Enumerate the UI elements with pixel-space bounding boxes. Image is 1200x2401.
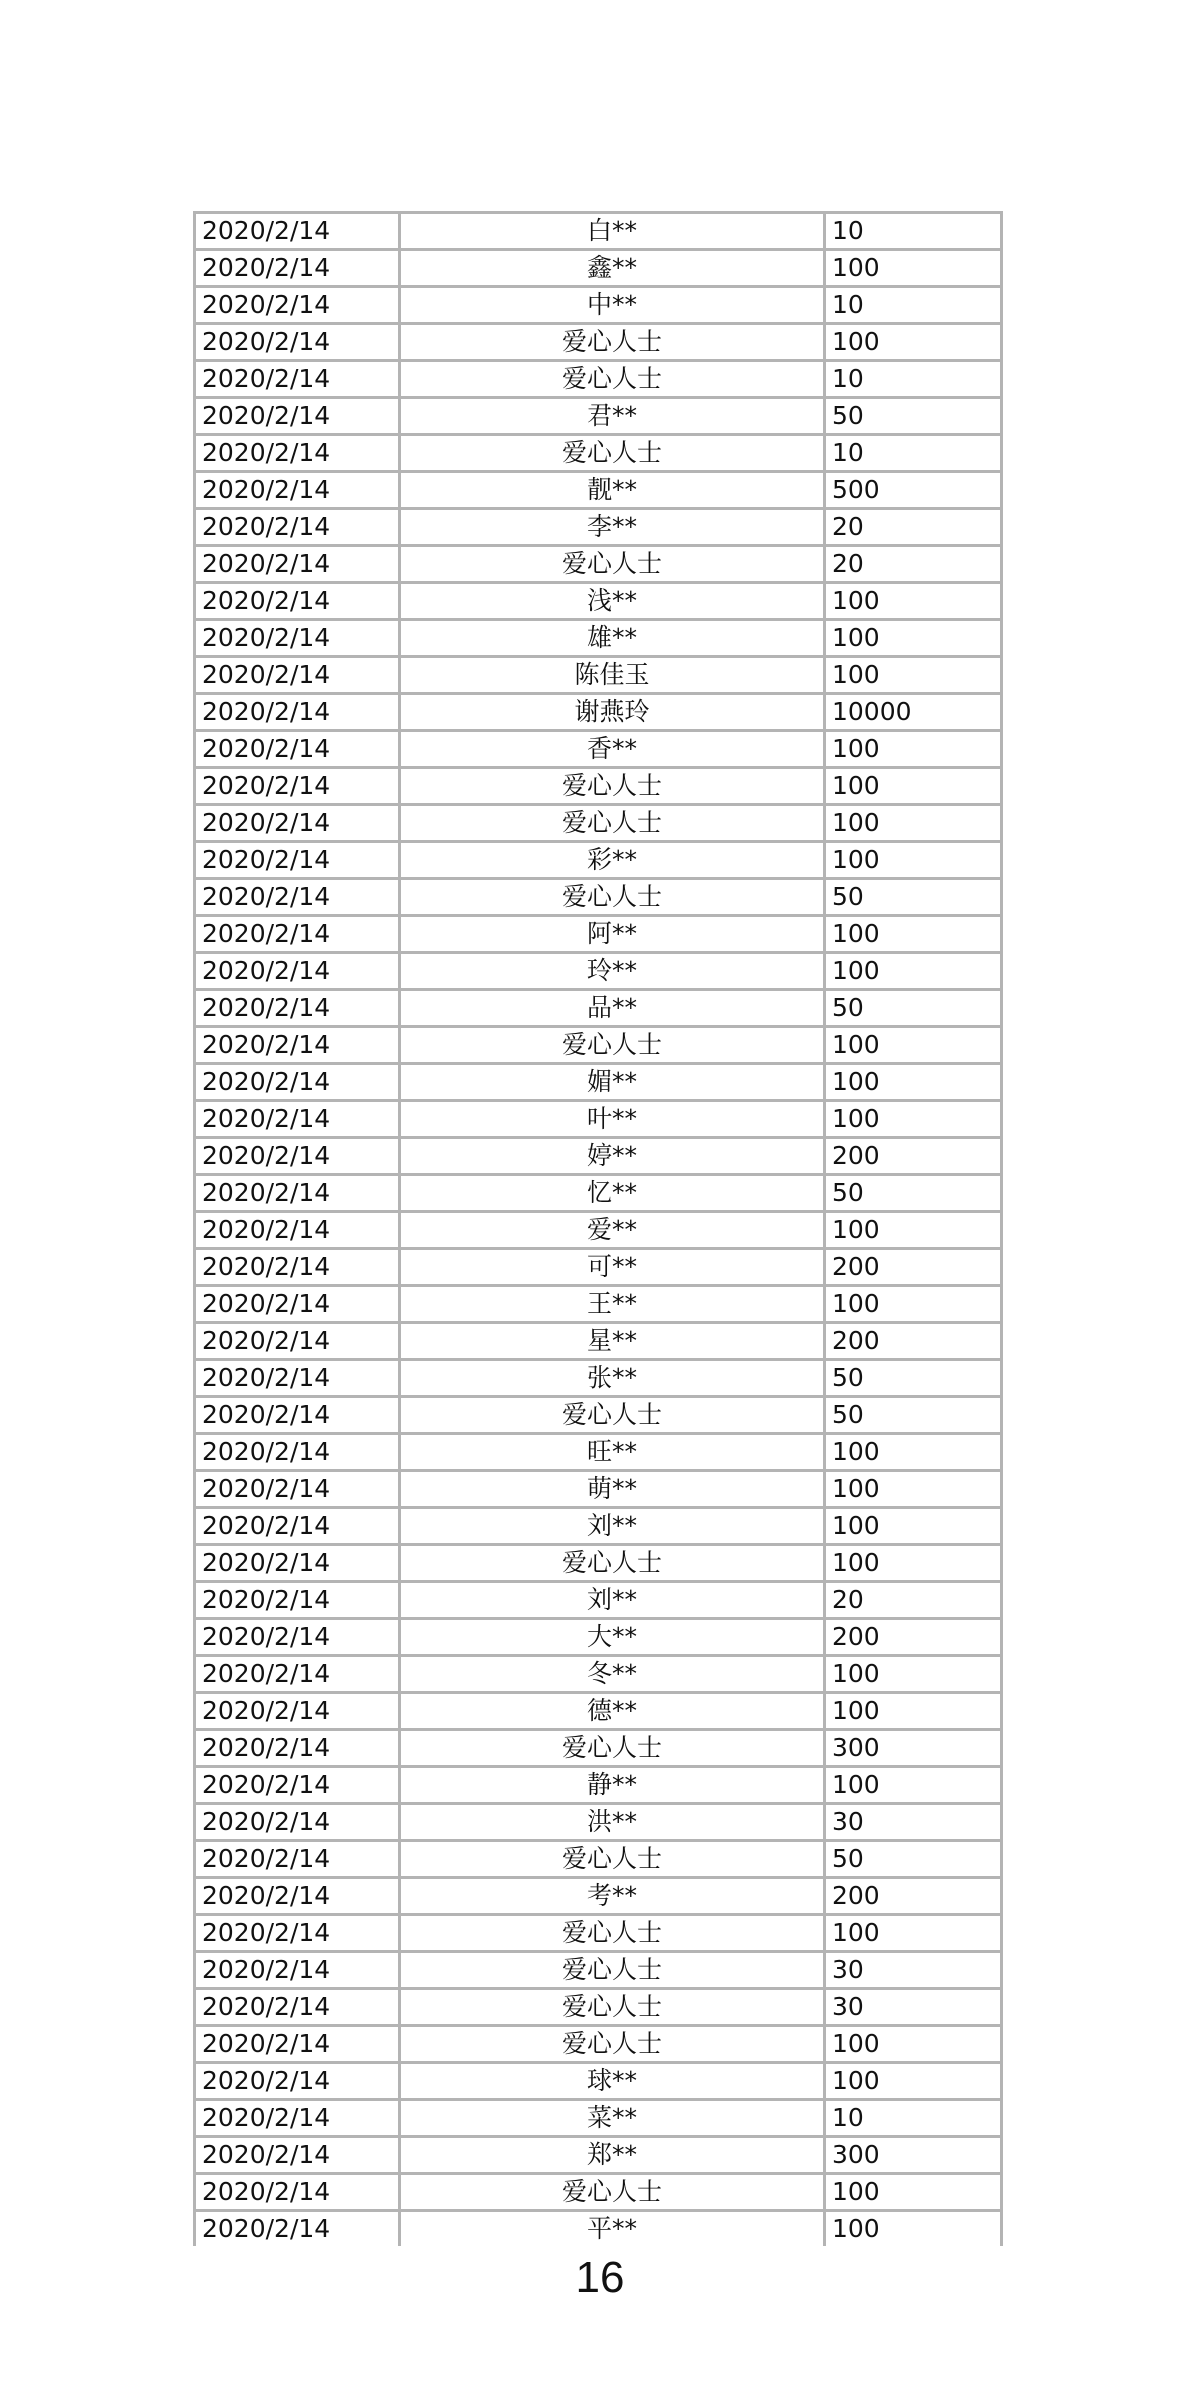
donor-name-cell: 星** (400, 1323, 825, 1360)
donor-name-cell: 爱心人士 (400, 324, 825, 361)
donor-name-cell: 刘** (400, 1582, 825, 1619)
amount-cell: 20 (825, 546, 1002, 583)
amount-cell: 10 (825, 287, 1002, 324)
table-row (195, 1989, 1002, 2026)
date-cell: 2020/2/14 (195, 324, 400, 361)
amount-cell: 10 (825, 361, 1002, 398)
table-row (195, 2100, 1002, 2137)
donor-name-cell: 婷** (400, 1138, 825, 1175)
amount-cell: 20 (825, 1582, 1002, 1619)
date-cell: 2020/2/14 (195, 657, 400, 694)
donor-name-cell: 爱心人士 (400, 435, 825, 472)
table-row (195, 2137, 1002, 2174)
donor-name-cell: 阿** (400, 916, 825, 953)
date-cell: 2020/2/14 (195, 953, 400, 990)
amount-cell: 100 (825, 2063, 1002, 2100)
table-row (195, 953, 1002, 990)
table-row (195, 361, 1002, 398)
table-row (195, 1212, 1002, 1249)
donor-name-cell: 浅** (400, 583, 825, 620)
amount-cell: 100 (825, 805, 1002, 842)
date-cell: 2020/2/14 (195, 2100, 400, 2137)
table-row (195, 879, 1002, 916)
table-row (195, 842, 1002, 879)
date-cell: 2020/2/14 (195, 1212, 400, 1249)
amount-cell: 50 (825, 1175, 1002, 1212)
amount-cell: 100 (825, 1101, 1002, 1138)
table-row (195, 1397, 1002, 1434)
table-row (195, 583, 1002, 620)
date-cell: 2020/2/14 (195, 1397, 400, 1434)
table-row (195, 1175, 1002, 1212)
date-cell: 2020/2/14 (195, 1656, 400, 1693)
donor-name-cell: 洪** (400, 1804, 825, 1841)
date-cell: 2020/2/14 (195, 1915, 400, 1952)
donor-name-cell: 郑** (400, 2137, 825, 2174)
table-row (195, 398, 1002, 435)
donor-name-cell: 球** (400, 2063, 825, 2100)
date-cell: 2020/2/14 (195, 2174, 400, 2211)
donor-name-cell: 爱心人士 (400, 1989, 825, 2026)
donation-table (193, 211, 1003, 2246)
amount-cell: 100 (825, 1693, 1002, 1730)
donor-name-cell: 平** (400, 2211, 825, 2247)
table-row (195, 1730, 1002, 1767)
table-row (195, 657, 1002, 694)
amount-cell: 30 (825, 1989, 1002, 2026)
date-cell: 2020/2/14 (195, 768, 400, 805)
amount-cell: 100 (825, 1286, 1002, 1323)
donor-name-cell: 彩** (400, 842, 825, 879)
date-cell: 2020/2/14 (195, 1619, 400, 1656)
amount-cell: 100 (825, 1471, 1002, 1508)
donor-name-cell: 张** (400, 1360, 825, 1397)
date-cell: 2020/2/14 (195, 287, 400, 324)
date-cell: 2020/2/14 (195, 1952, 400, 1989)
date-cell: 2020/2/14 (195, 1471, 400, 1508)
table-row (195, 805, 1002, 842)
donor-name-cell: 中** (400, 287, 825, 324)
donor-name-cell: 考** (400, 1878, 825, 1915)
table-row (195, 1952, 1002, 1989)
amount-cell: 300 (825, 1730, 1002, 1767)
donor-name-cell: 爱心人士 (400, 805, 825, 842)
amount-cell: 30 (825, 1952, 1002, 1989)
date-cell: 2020/2/14 (195, 546, 400, 583)
donor-name-cell: 爱心人士 (400, 1952, 825, 1989)
amount-cell: 100 (825, 1508, 1002, 1545)
table-row (195, 1804, 1002, 1841)
table-row (195, 546, 1002, 583)
table-row (195, 1101, 1002, 1138)
donor-name-cell: 爱心人士 (400, 1915, 825, 1952)
amount-cell: 100 (825, 620, 1002, 657)
amount-cell: 10 (825, 435, 1002, 472)
donor-name-cell: 爱心人士 (400, 2026, 825, 2063)
table-row (195, 2211, 1002, 2247)
table-row (195, 1249, 1002, 1286)
donor-name-cell: 靓** (400, 472, 825, 509)
date-cell: 2020/2/14 (195, 1804, 400, 1841)
amount-cell: 200 (825, 1138, 1002, 1175)
donor-name-cell: 陈佳玉 (400, 657, 825, 694)
amount-cell: 100 (825, 1545, 1002, 1582)
date-cell: 2020/2/14 (195, 583, 400, 620)
donor-name-cell: 谢燕玲 (400, 694, 825, 731)
date-cell: 2020/2/14 (195, 398, 400, 435)
donor-name-cell: 王** (400, 1286, 825, 1323)
table-row (195, 1841, 1002, 1878)
date-cell: 2020/2/14 (195, 1989, 400, 2026)
date-cell: 2020/2/14 (195, 250, 400, 287)
amount-cell: 100 (825, 2211, 1002, 2247)
date-cell: 2020/2/14 (195, 1878, 400, 1915)
date-cell: 2020/2/14 (195, 1841, 400, 1878)
donor-name-cell: 玲** (400, 953, 825, 990)
donation-table-body (195, 213, 1002, 2247)
donor-name-cell: 爱心人士 (400, 1730, 825, 1767)
table-row (195, 435, 1002, 472)
table-row (195, 1656, 1002, 1693)
date-cell: 2020/2/14 (195, 1323, 400, 1360)
table-row (195, 250, 1002, 287)
amount-cell: 100 (825, 1656, 1002, 1693)
table-row (195, 509, 1002, 546)
donor-name-cell: 白** (400, 213, 825, 250)
page-number: 16 (575, 2253, 625, 2302)
amount-cell: 200 (825, 1619, 1002, 1656)
table-row (195, 324, 1002, 361)
date-cell: 2020/2/14 (195, 620, 400, 657)
donor-name-cell: 冬** (400, 1656, 825, 1693)
table-row (195, 694, 1002, 731)
date-cell: 2020/2/14 (195, 2137, 400, 2174)
table-row (195, 1138, 1002, 1175)
donor-name-cell: 鑫** (400, 250, 825, 287)
donor-name-cell: 旺** (400, 1434, 825, 1471)
date-cell: 2020/2/14 (195, 1286, 400, 1323)
date-cell: 2020/2/14 (195, 1582, 400, 1619)
date-cell: 2020/2/14 (195, 1027, 400, 1064)
amount-cell: 500 (825, 472, 1002, 509)
amount-cell: 100 (825, 583, 1002, 620)
date-cell: 2020/2/14 (195, 990, 400, 1027)
date-cell: 2020/2/14 (195, 509, 400, 546)
amount-cell: 100 (825, 731, 1002, 768)
table-row (195, 1545, 1002, 1582)
table-row (195, 916, 1002, 953)
table-row (195, 1619, 1002, 1656)
donor-name-cell: 爱心人士 (400, 879, 825, 916)
table-row (195, 2174, 1002, 2211)
amount-cell: 100 (825, 916, 1002, 953)
date-cell: 2020/2/14 (195, 1064, 400, 1101)
amount-cell: 20 (825, 509, 1002, 546)
amount-cell: 100 (825, 1027, 1002, 1064)
amount-cell: 100 (825, 324, 1002, 361)
donor-name-cell: 德** (400, 1693, 825, 1730)
amount-cell: 200 (825, 1878, 1002, 1915)
amount-cell: 100 (825, 842, 1002, 879)
donor-name-cell: 菜** (400, 2100, 825, 2137)
donor-name-cell: 萌** (400, 1471, 825, 1508)
date-cell: 2020/2/14 (195, 1360, 400, 1397)
table-row (195, 731, 1002, 768)
table-row (195, 213, 1002, 250)
date-cell: 2020/2/14 (195, 2026, 400, 2063)
date-cell: 2020/2/14 (195, 731, 400, 768)
table-row (195, 1471, 1002, 1508)
donor-name-cell: 爱** (400, 1212, 825, 1249)
amount-cell: 10 (825, 2100, 1002, 2137)
donor-name-cell: 爱心人士 (400, 361, 825, 398)
date-cell: 2020/2/14 (195, 694, 400, 731)
table-row (195, 768, 1002, 805)
donor-name-cell: 爱心人士 (400, 1841, 825, 1878)
donor-name-cell: 爱心人士 (400, 768, 825, 805)
donor-name-cell: 媚** (400, 1064, 825, 1101)
amount-cell: 300 (825, 2137, 1002, 2174)
date-cell: 2020/2/14 (195, 805, 400, 842)
table-row (195, 2026, 1002, 2063)
table-row (195, 2063, 1002, 2100)
amount-cell: 30 (825, 1804, 1002, 1841)
amount-cell: 200 (825, 1323, 1002, 1360)
donor-name-cell: 叶** (400, 1101, 825, 1138)
date-cell: 2020/2/14 (195, 842, 400, 879)
amount-cell: 100 (825, 250, 1002, 287)
table-row (195, 1915, 1002, 1952)
date-cell: 2020/2/14 (195, 1545, 400, 1582)
table-row (195, 1434, 1002, 1471)
donor-name-cell: 品** (400, 990, 825, 1027)
donor-name-cell: 刘** (400, 1508, 825, 1545)
date-cell: 2020/2/14 (195, 361, 400, 398)
date-cell: 2020/2/14 (195, 2063, 400, 2100)
date-cell: 2020/2/14 (195, 1101, 400, 1138)
amount-cell: 100 (825, 1434, 1002, 1471)
donor-name-cell: 爱心人士 (400, 2174, 825, 2211)
table-row (195, 1323, 1002, 1360)
table-row (195, 1693, 1002, 1730)
donor-name-cell: 爱心人士 (400, 1545, 825, 1582)
date-cell: 2020/2/14 (195, 1693, 400, 1730)
amount-cell: 50 (825, 1841, 1002, 1878)
date-cell: 2020/2/14 (195, 1730, 400, 1767)
amount-cell: 50 (825, 1397, 1002, 1434)
donor-name-cell: 可** (400, 1249, 825, 1286)
amount-cell: 100 (825, 953, 1002, 990)
donor-name-cell: 李** (400, 509, 825, 546)
donor-name-cell: 静** (400, 1767, 825, 1804)
amount-cell: 100 (825, 657, 1002, 694)
amount-cell: 100 (825, 1767, 1002, 1804)
donor-name-cell: 君** (400, 398, 825, 435)
amount-cell: 50 (825, 879, 1002, 916)
table-row (195, 990, 1002, 1027)
amount-cell: 100 (825, 1212, 1002, 1249)
date-cell: 2020/2/14 (195, 916, 400, 953)
amount-cell: 10 (825, 213, 1002, 250)
donor-name-cell: 忆** (400, 1175, 825, 1212)
table-row (195, 287, 1002, 324)
table-row (195, 1360, 1002, 1397)
table-row (195, 620, 1002, 657)
date-cell: 2020/2/14 (195, 879, 400, 916)
amount-cell: 100 (825, 2026, 1002, 2063)
amount-cell: 50 (825, 990, 1002, 1027)
date-cell: 2020/2/14 (195, 1175, 400, 1212)
donor-name-cell: 爱心人士 (400, 1027, 825, 1064)
amount-cell: 50 (825, 1360, 1002, 1397)
table-row (195, 1508, 1002, 1545)
date-cell: 2020/2/14 (195, 1508, 400, 1545)
table-row (195, 1582, 1002, 1619)
date-cell: 2020/2/14 (195, 472, 400, 509)
date-cell: 2020/2/14 (195, 213, 400, 250)
date-cell: 2020/2/14 (195, 1767, 400, 1804)
date-cell: 2020/2/14 (195, 1138, 400, 1175)
amount-cell: 50 (825, 398, 1002, 435)
date-cell: 2020/2/14 (195, 1434, 400, 1471)
date-cell: 2020/2/14 (195, 2211, 400, 2247)
table-row (195, 1064, 1002, 1101)
amount-cell: 100 (825, 768, 1002, 805)
donor-name-cell: 大** (400, 1619, 825, 1656)
amount-cell: 10000 (825, 694, 1002, 731)
table-row (195, 1027, 1002, 1064)
date-cell: 2020/2/14 (195, 1249, 400, 1286)
donor-name-cell: 雄** (400, 620, 825, 657)
table-row (195, 1767, 1002, 1804)
donor-name-cell: 爱心人士 (400, 546, 825, 583)
table-row (195, 1878, 1002, 1915)
date-cell: 2020/2/14 (195, 435, 400, 472)
table-row (195, 472, 1002, 509)
amount-cell: 100 (825, 1915, 1002, 1952)
amount-cell: 100 (825, 2174, 1002, 2211)
amount-cell: 100 (825, 1064, 1002, 1101)
table-row (195, 1286, 1002, 1323)
donor-name-cell: 爱心人士 (400, 1397, 825, 1434)
amount-cell: 200 (825, 1249, 1002, 1286)
donor-name-cell: 香** (400, 731, 825, 768)
